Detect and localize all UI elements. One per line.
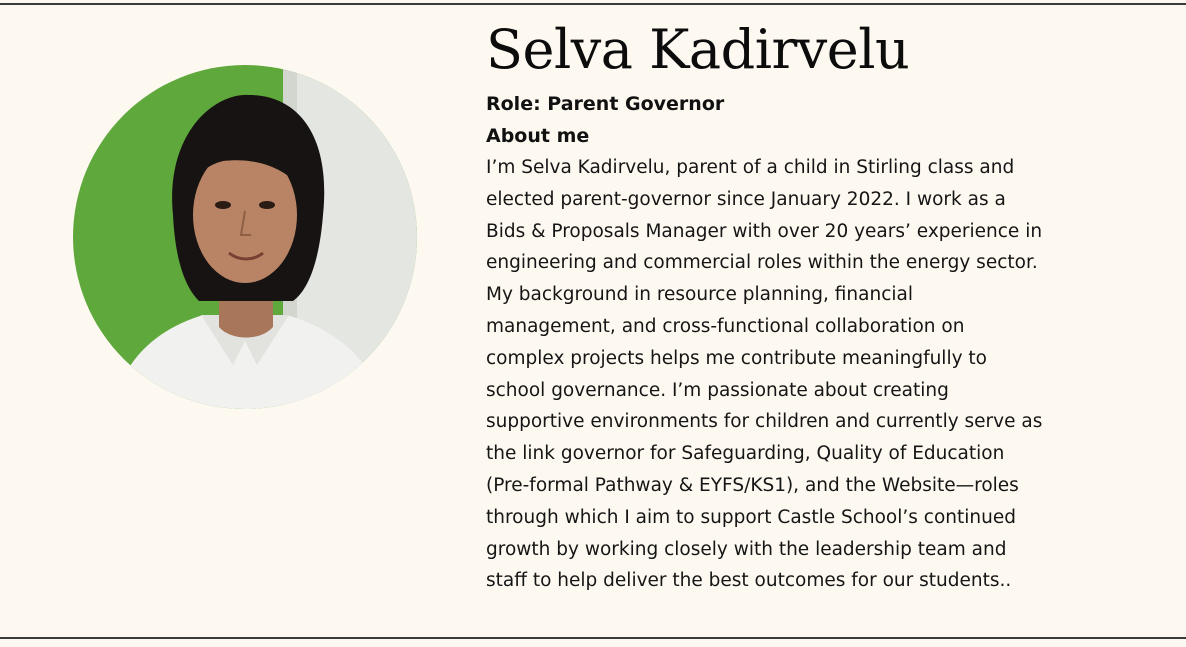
bio-line: through which I aim to support Castle School’s continued bbox=[486, 506, 1016, 528]
profile-bio bbox=[486, 152, 1146, 597]
profile-photo bbox=[73, 65, 417, 409]
top-divider bbox=[0, 3, 1186, 5]
bio-line: elected parent-governor since January 2022. I work as a bbox=[486, 188, 1006, 210]
bio-line: My background in resource planning, financial bbox=[486, 284, 913, 306]
bio-line: complex projects helps me contribute meaningfully to bbox=[486, 347, 987, 369]
bio-line: supportive environments for children and currently serve as bbox=[486, 411, 1043, 433]
bottom-divider bbox=[0, 637, 1186, 639]
profile-name: Selva Kadirvelu bbox=[486, 18, 910, 81]
bio-line: staff to help deliver the best outcomes for our students.. bbox=[486, 570, 1012, 592]
bio-line: management, and cross-functional collaboration on bbox=[486, 315, 965, 337]
profile-role: Role: Parent Governor bbox=[486, 93, 725, 115]
bio-line: growth by working closely with the leadership team and bbox=[486, 538, 1007, 560]
bio-line: the link governor for Safeguarding, Quality of Education bbox=[486, 443, 1005, 465]
bio-line: engineering and commercial roles within the energy sector. bbox=[486, 252, 1038, 274]
bio-line: school governance. I’m passionate about creating bbox=[486, 379, 949, 401]
bio-line: I’m Selva Kadirvelu, parent of a child in Stirling class and bbox=[486, 157, 1015, 178]
profile-content bbox=[486, 14, 1146, 597]
about-heading: About me bbox=[486, 125, 590, 147]
bio-line: Bids & Proposals Manager with over 20 years’ experience in bbox=[486, 220, 1043, 242]
bio-line: (Pre-formal Pathway & EYFS/KS1), and the Website—roles bbox=[486, 474, 1019, 496]
